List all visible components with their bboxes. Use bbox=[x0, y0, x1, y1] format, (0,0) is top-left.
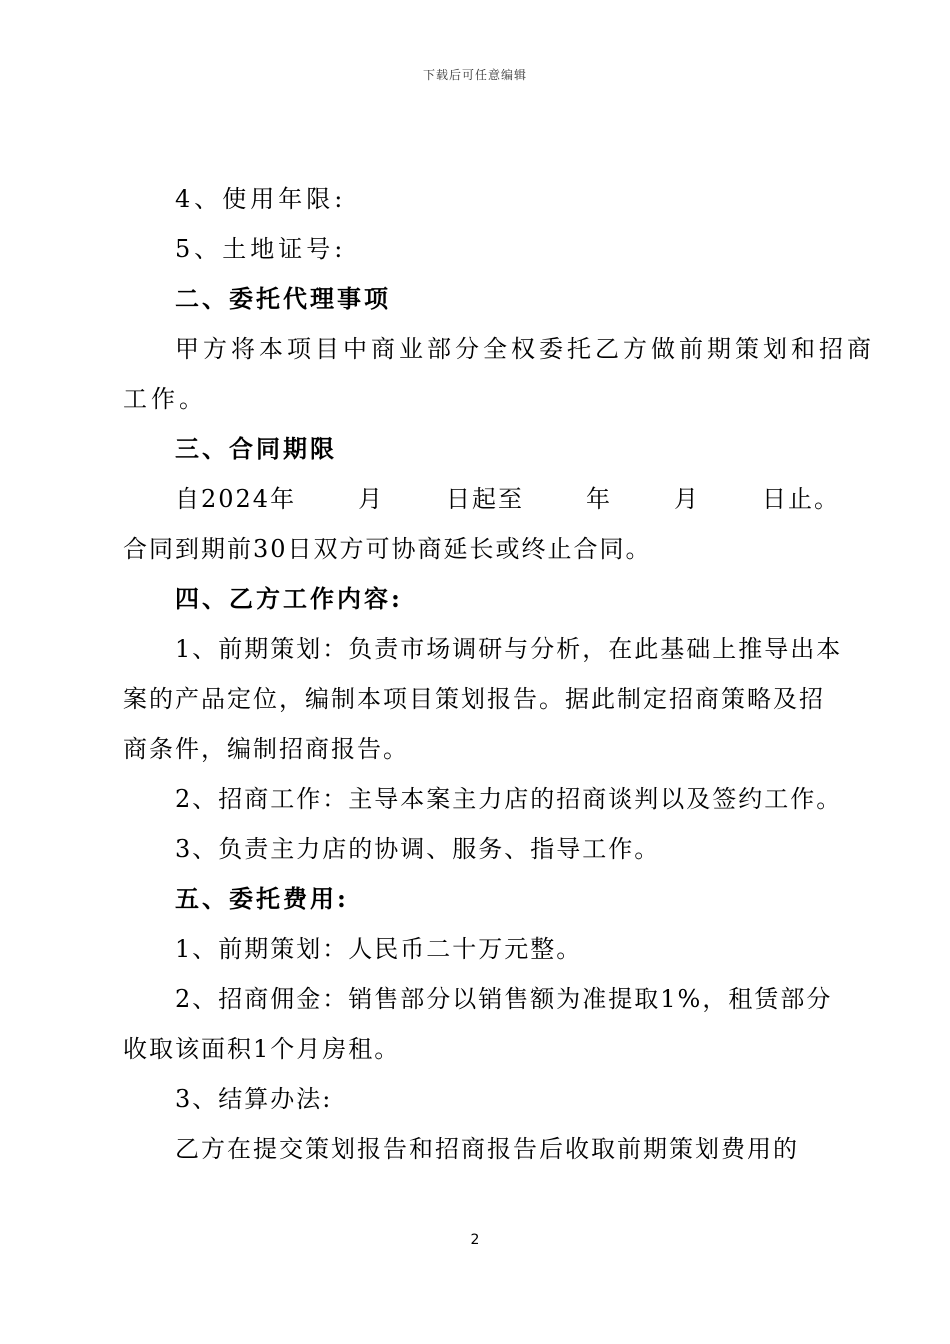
paragraph-line: 2、招商工作：主导本案主力店的招商谈判以及签约工作。 bbox=[175, 785, 843, 813]
paragraph-line: 1、前期策划：负责市场调研与分析，在此基础上推导出本 bbox=[175, 635, 843, 663]
paragraph-line: 甲方将本项目中商业部分全权委托乙方做前期策划和招商 bbox=[175, 335, 875, 363]
paragraph-line: 收取该面积1个月房租。 bbox=[123, 1035, 401, 1063]
date-fragment: 自2024年 bbox=[175, 485, 297, 513]
section-heading-fees: 五、委托费用: bbox=[175, 884, 349, 913]
date-fragment: 日起至 bbox=[446, 485, 525, 513]
header-note: 下载后可任意编辑 bbox=[422, 68, 527, 82]
paragraph-line: 案的产品定位，编制本项目策划报告。据此制定招商策略及招 bbox=[123, 685, 825, 713]
paragraph-line: 商条件，编制招商报告。 bbox=[123, 735, 409, 763]
contract-term-dates bbox=[175, 483, 840, 515]
item-land-certificate: 5、土地证号: bbox=[175, 235, 347, 263]
date-fragment: 日止。 bbox=[762, 485, 840, 513]
date-fragment: 月 bbox=[674, 485, 701, 513]
paragraph-line: 1、前期策划：人民币二十万元整。 bbox=[175, 935, 583, 963]
item-usage-years: 4、使用年限: bbox=[175, 185, 347, 213]
section-heading-contract-term: 三、合同期限 bbox=[175, 434, 337, 463]
paragraph-line: 2、招商佣金：销售部分以销售额为准提取1%，租赁部分 bbox=[175, 985, 833, 1013]
paragraph-line: 乙方在提交策划报告和招商报告后收取前期策划费用的 bbox=[175, 1135, 799, 1163]
paragraph-line: 3、负责主力店的协调、服务、指导工作。 bbox=[175, 835, 661, 863]
paragraph-line: 合同到期前30日双方可协商延长或终止合同。 bbox=[123, 535, 652, 563]
section-heading-work-content: 四、乙方工作内容: bbox=[175, 584, 403, 613]
date-fragment: 月 bbox=[358, 485, 385, 513]
section-heading-agency-matters: 二、委托代理事项 bbox=[175, 284, 391, 313]
page-number: 2 bbox=[470, 1232, 480, 1248]
date-fragment: 年 bbox=[586, 485, 613, 513]
paragraph-line: 3、结算办法: bbox=[175, 1085, 333, 1113]
paragraph-line: 工作。 bbox=[123, 385, 207, 413]
